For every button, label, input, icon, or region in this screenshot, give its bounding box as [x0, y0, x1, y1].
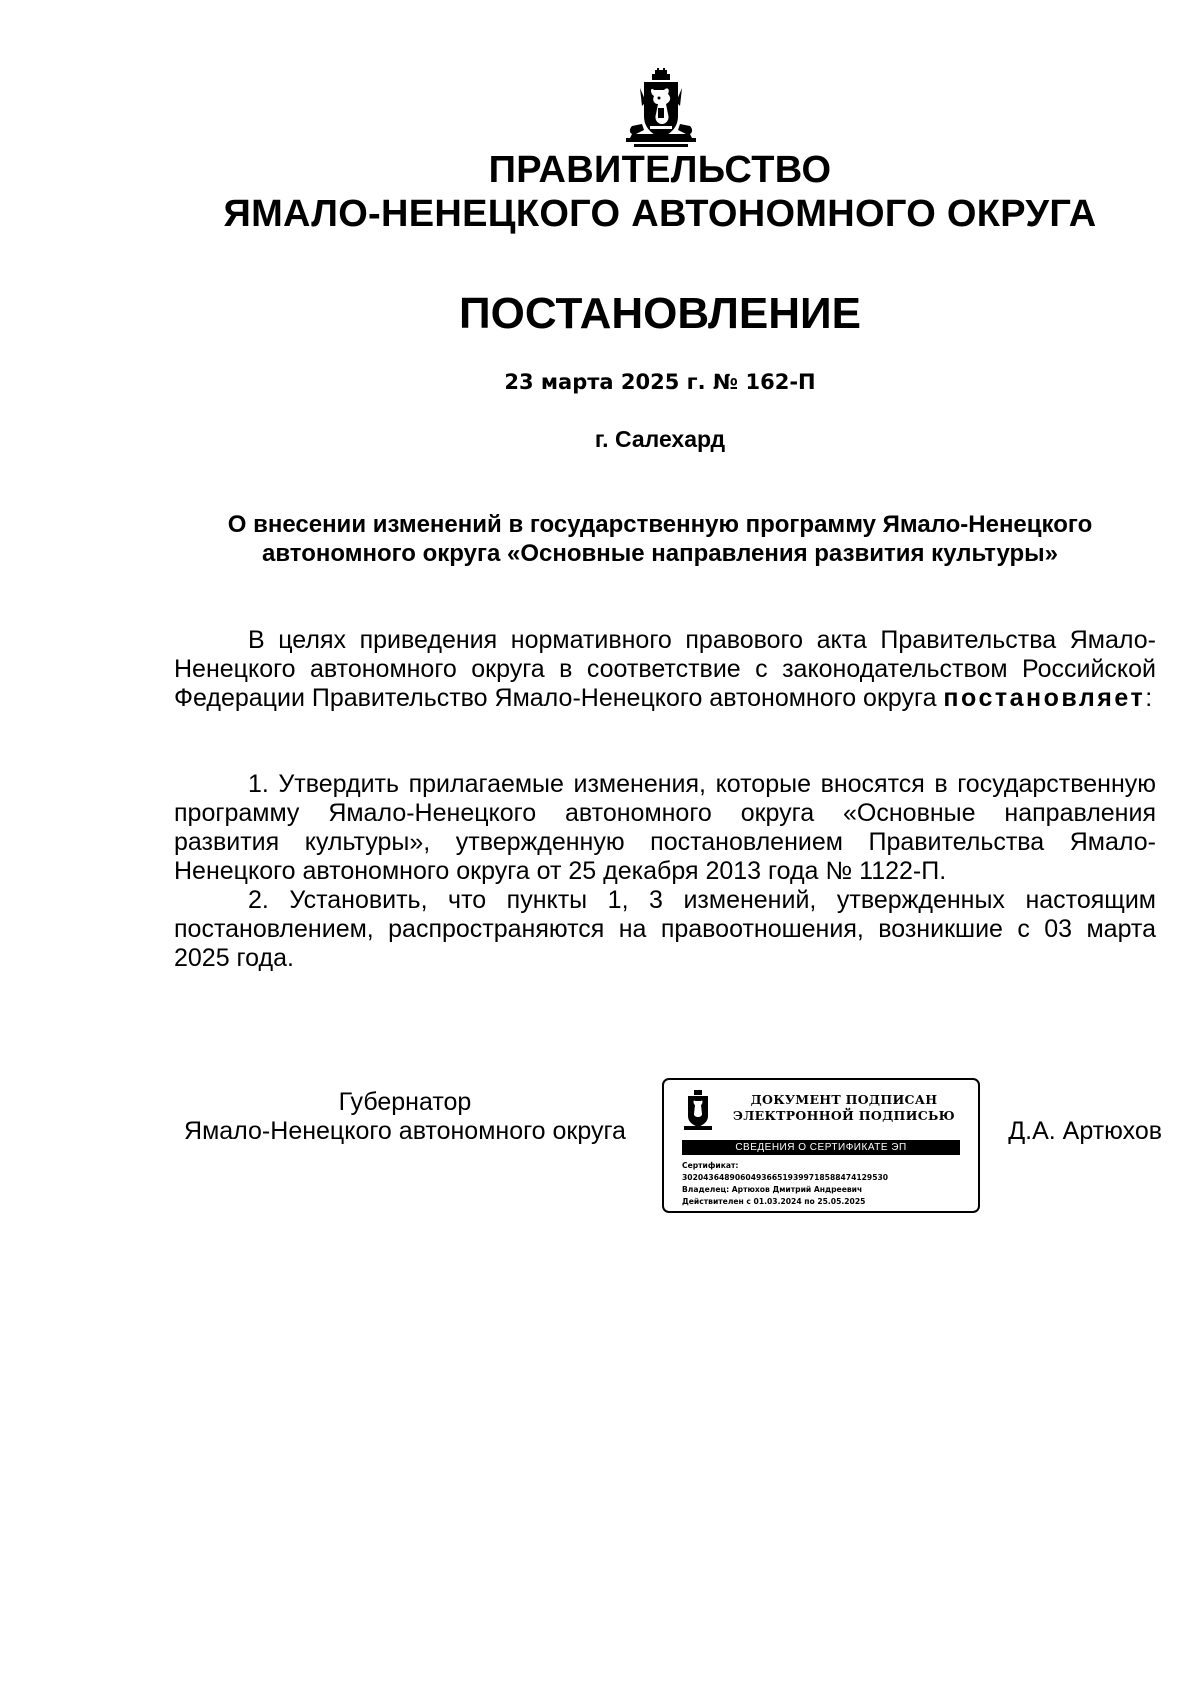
resolution-item-1: 1. Утвердить прилагаемые изменения, которые вносятся в государственную программу Ямало-Ненецкого автономного округа «Основные направления развития культуры», утвержденную постановлением Правительства Ямало-Ненецкого автономного округа от 25 декабря 2013 года № 1122-П.: [174, 770, 1156, 885]
document-subject: О внесении изменений в государственную программу Ямало-Ненецкого автономного округа «Основные направления развития культуры»: [227, 511, 1093, 567]
stamp-cert-label: Сертификат:: [682, 1161, 739, 1170]
resolution-item-2: 2. Установить, что пункты 1, 3 изменений, утвержденных настоящим постановлением, распространяются на правоотношения, возникшие с 03 марта 2025 года.: [174, 886, 1156, 972]
preamble: [174, 626, 1156, 713]
signatory-title-line-1: Губернатор: [338, 1088, 472, 1116]
stamp-cert-number: 302043648906049366519399718588474129530: [682, 1173, 889, 1182]
document-city: г. Салехард: [594, 426, 726, 452]
electronic-signature-stamp: [662, 1078, 980, 1213]
resolution-items: [174, 770, 1156, 973]
stamp-title-line-1: ДОКУМЕНТ ПОДПИСАН: [750, 1092, 938, 1107]
signatory-title-line-2: Ямало-Ненецкого автономного округа: [184, 1117, 626, 1145]
stamp-certificate-bar: СВЕДЕНИЯ О СЕРТИФИКАТЕ ЭП: [682, 1140, 960, 1155]
stamp-owner: Владелец: Артюхов Дмитрий Андреевич: [682, 1185, 863, 1194]
stamp-certificate-info: [682, 1160, 972, 1208]
document-type-title: ПОСТАНОВЛЕНИЕ: [458, 289, 862, 338]
stamp-coat-of-arms-icon: [684, 1090, 712, 1132]
coat-of-arms-icon: [624, 68, 698, 154]
signatory-title: [160, 1088, 650, 1146]
stamp-title-line-2: ЭЛЕКТРОННОЙ ПОДПИСЬЮ: [733, 1108, 955, 1123]
stamp-title: [724, 1092, 964, 1124]
stamp-validity: Действителен с 01.03.2024 по 25.05.2025: [682, 1197, 866, 1206]
government-name: [0, 148, 1200, 236]
preamble-tail: :: [1145, 684, 1153, 712]
document-date-number: 23 марта 2025 г. № 162-П: [504, 370, 816, 394]
org-line-2: ЯМАЛО-НЕНЕЦКОГО АВТОНОМНОГО ОКРУГА: [223, 193, 1097, 235]
signatory-name: Д.А. Артюхов: [1008, 1117, 1162, 1145]
preamble-emphasis: постановляет: [943, 684, 1146, 712]
org-line-1: ПРАВИТЕЛЬСТВО: [488, 149, 832, 191]
preamble-text: В целях приведения нормативного правового акта Правительства Ямало-Ненецкого автономного округа в соответствие с законодательством Российской Федерации Правительство Ямало-Ненецкого автономного округа: [174, 626, 1156, 712]
